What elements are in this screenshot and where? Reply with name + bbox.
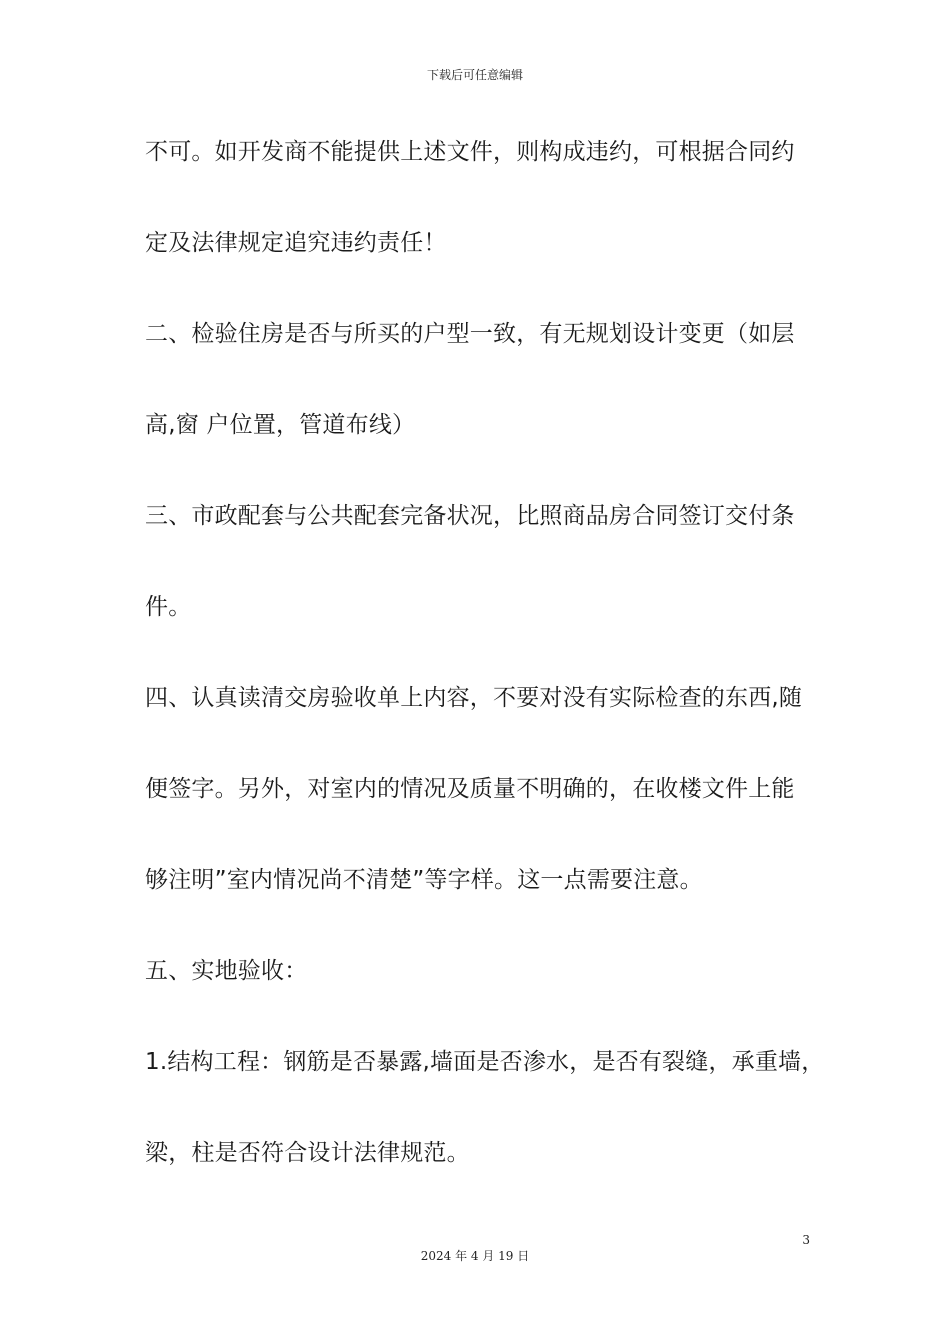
body-line: 定及法律规定追究违约责任！ xyxy=(145,230,447,256)
body-line: 五、实地验收： xyxy=(145,958,308,984)
body-line: 梁，柱是否符合设计法律规范。 xyxy=(145,1140,470,1166)
body-line: 四、认真读清交房验收单上内容，不要对没有实际检查的东西,随 xyxy=(145,685,803,711)
body-line: 便签字。另外，对室内的情况及质量不明确的，在收楼文件上能 xyxy=(145,776,795,802)
body-line: 不可。如开发商不能提供上述文件，则构成违约，可根据合同约 xyxy=(145,139,795,165)
page-header: 下载后可任意编辑 xyxy=(426,68,523,82)
footer-date: 2024 年 4 月 19 日 xyxy=(420,1249,530,1263)
body-line: 三、市政配套与公共配套完备状况，比照商品房合同签订交付条 xyxy=(145,503,795,529)
document-body xyxy=(145,132,825,1224)
body-line: 1.结构工程：钢筋是否暴露,墙面是否渗水，是否有裂缝，承重墙， xyxy=(145,1049,825,1075)
body-line: 够注明”室内情况尚不清楚”等字样。这一点需要注意。 xyxy=(145,867,703,893)
body-line: 二、检验住房是否与所买的户型一致，有无规划设计变更（如层 xyxy=(145,321,795,347)
body-line: 高,窗 户位置，管道布线） xyxy=(145,412,416,438)
body-line: 件。 xyxy=(145,594,192,620)
page-number: 3 xyxy=(802,1233,810,1247)
